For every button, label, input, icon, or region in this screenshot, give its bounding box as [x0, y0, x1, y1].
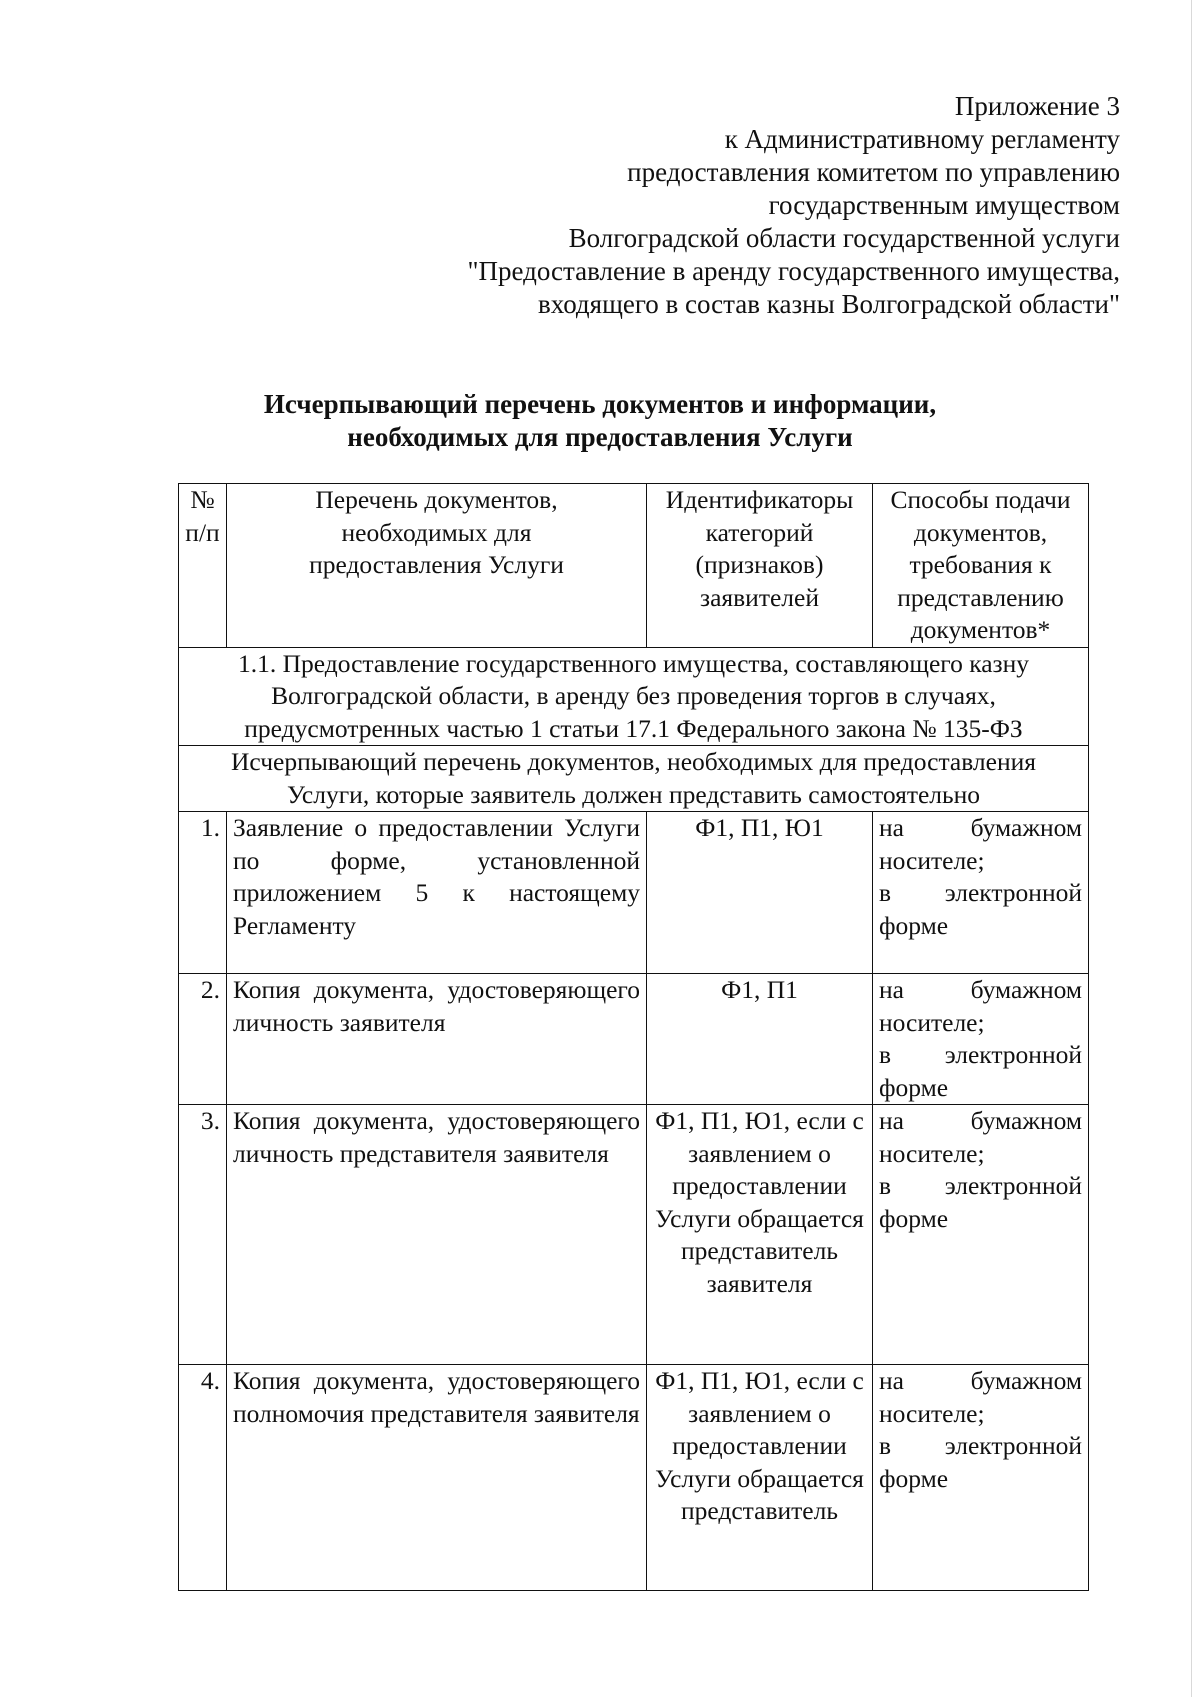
- methods-text: на: [879, 975, 904, 1004]
- header-number: № п/п: [179, 484, 227, 648]
- methods-text: носителе;: [879, 1138, 985, 1168]
- methods-text: носителе;: [879, 1007, 985, 1037]
- row-methods: [873, 812, 1089, 974]
- methods-text: электронной: [944, 1171, 1082, 1200]
- annex-line: "Предоставление в аренду государственного имущества,: [467, 256, 1120, 286]
- methods-text: электронной: [944, 878, 1082, 907]
- section-title: 1.1. Предоставление государственного имущества, составляющего казну Волгоградской области, в аренду без проведения торгов в случаях, предусмотренных частью 1 статьи 17.1 Федерального закона № 135-ФЗ: [179, 647, 1089, 746]
- table-row: [179, 1365, 1089, 1591]
- section-row: [179, 647, 1089, 746]
- documents-table: [178, 483, 1089, 1591]
- methods-text: форме: [879, 1463, 949, 1493]
- table-row: [179, 974, 1089, 1105]
- annex-line: входящего в состав казны Волгоградской области": [537, 289, 1120, 319]
- row-methods: [873, 974, 1089, 1105]
- methods-text: носителе;: [879, 845, 985, 875]
- methods-text: в: [879, 1431, 892, 1460]
- header-methods: Способы подачи документов, требования к представлению документов*: [873, 484, 1089, 648]
- methods-text: на: [879, 1106, 904, 1135]
- methods-text: бумажном: [970, 975, 1082, 1004]
- subsection-title: Исчерпывающий перечень документов, необходимых для предоставления Услуги, которые заявитель должен представить самостоятельно: [179, 746, 1089, 812]
- methods-text: на: [879, 813, 904, 842]
- annex-line: предоставления комитетом по управлению: [627, 157, 1120, 187]
- annex-line: Волгоградской области государственной услуги: [568, 223, 1120, 253]
- methods-text: электронной: [944, 1040, 1082, 1069]
- annex-line: государственным имуществом: [768, 190, 1120, 220]
- row-number: 3.: [179, 1105, 227, 1365]
- row-document: Копия документа, удостоверяющего личность представителя заявителя: [227, 1105, 647, 1365]
- row-identifiers: Ф1, П1, Ю1: [647, 812, 873, 974]
- row-identifiers: Ф1, П1, Ю1, если с заявлением о предоставлении Услуги обращается представитель заявителя: [647, 1105, 873, 1365]
- header-identifiers: Идентификаторы категорий (признаков) заявителей: [647, 484, 873, 648]
- row-number: 1.: [179, 812, 227, 974]
- methods-text: бумажном: [970, 813, 1082, 842]
- methods-text: в: [879, 878, 892, 907]
- document-title: [180, 388, 1020, 454]
- table-row: [179, 812, 1089, 974]
- title-line-1: Исчерпывающий перечень документов и информации,: [263, 389, 937, 419]
- methods-text: электронной: [944, 1431, 1082, 1460]
- table-header-row: [179, 484, 1089, 648]
- table-row: [179, 1105, 1089, 1365]
- methods-text: бумажном: [970, 1366, 1082, 1395]
- row-document: Копия документа, удостоверяющего полномочия представителя заявителя: [227, 1365, 647, 1591]
- methods-text: форме: [879, 1203, 949, 1233]
- row-identifiers: Ф1, П1: [647, 974, 873, 1105]
- methods-text: в: [879, 1171, 892, 1200]
- row-identifiers: Ф1, П1, Ю1, если с заявлением о предоставлении Услуги обращается представитель: [647, 1365, 873, 1591]
- annex-header: [320, 90, 1120, 321]
- row-number: 4.: [179, 1365, 227, 1591]
- title-line-2: необходимых для предоставления Услуги: [347, 422, 853, 452]
- row-methods: [873, 1105, 1089, 1365]
- methods-text: носителе;: [879, 1398, 985, 1428]
- methods-text: форме: [879, 1072, 949, 1102]
- row-document: Копия документа, удостоверяющего личность заявителя: [227, 974, 647, 1105]
- methods-text: бумажном: [970, 1106, 1082, 1135]
- annex-line: к Административному регламенту: [724, 124, 1120, 154]
- methods-text: форме: [879, 910, 949, 940]
- scan-edge-line: [1191, 0, 1192, 1697]
- annex-line: Приложение 3: [954, 91, 1120, 121]
- header-documents: Перечень документов, необходимых для предоставления Услуги: [227, 484, 647, 648]
- methods-text: на: [879, 1366, 904, 1395]
- subsection-row: [179, 746, 1089, 812]
- row-methods: [873, 1365, 1089, 1591]
- row-document: Заявление о предоставлении Услуги по форме, установленной приложением 5 к настоящему Регламенту: [227, 812, 647, 974]
- row-number: 2.: [179, 974, 227, 1105]
- methods-text: в: [879, 1040, 892, 1069]
